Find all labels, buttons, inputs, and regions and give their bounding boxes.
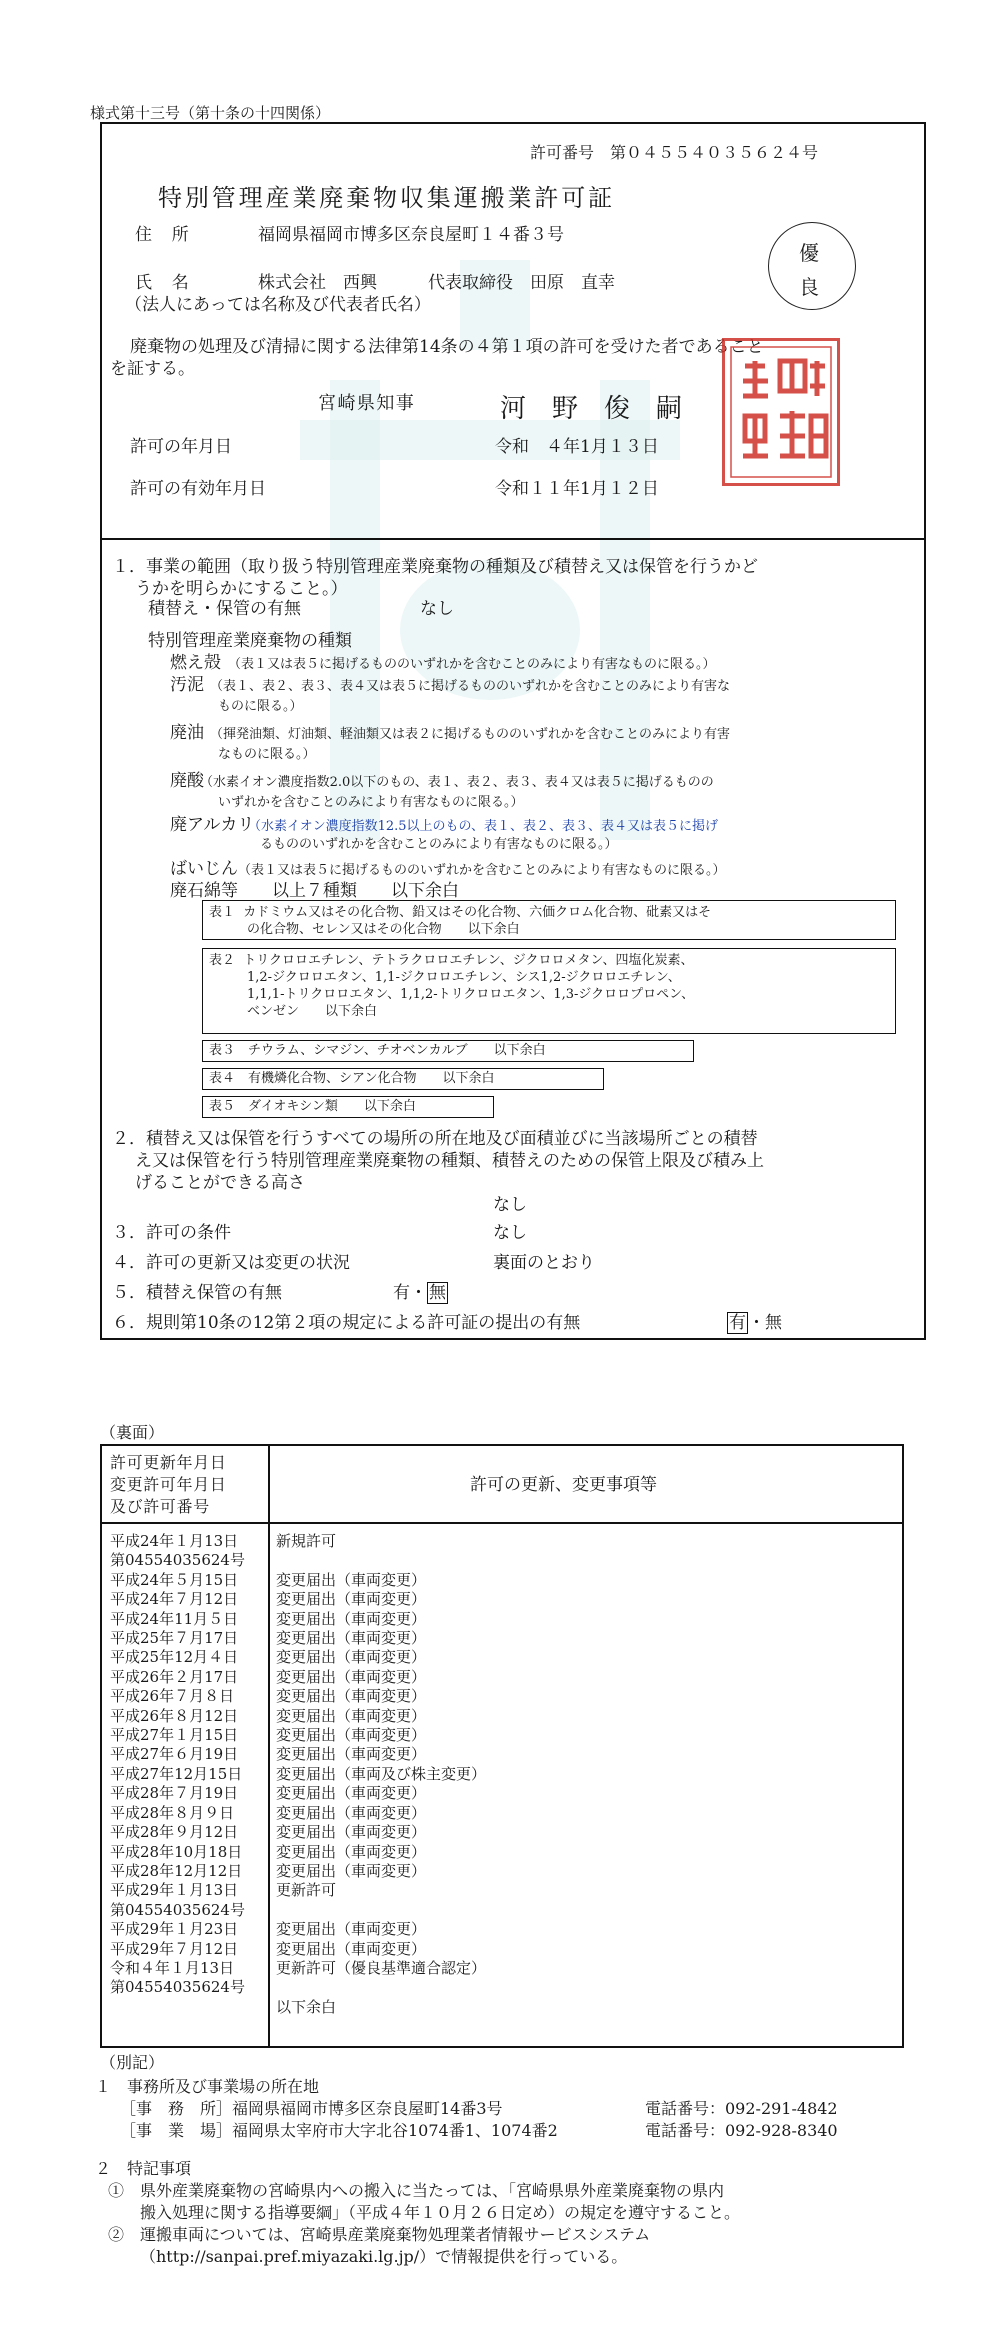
table2-line: 1,1,1-トリクロロエタン、1,1,2-トリクロロエタン、1,3-ジクロロプロペン、 — [247, 987, 695, 1002]
note1-line2: 搬入処理に関する指導要綱」（平成４年１０月２６日定め）の規定を遵守すること。 — [140, 2203, 741, 2222]
table2-line: ベンゼン 以下余白 — [247, 1004, 378, 1019]
table1-line1: カドミウム又はその化合物、鉛又はその化合物、六価クロム化合物、砒素又はそ — [243, 905, 712, 920]
s6-value — [727, 1312, 782, 1334]
s1-heading-2: うかを明らかにすること。） — [135, 579, 348, 599]
table3-box: 表３ チウラム、シマジン、チオベンカルブ 以下余白 — [202, 1040, 694, 1062]
asbestos-line: 廃石綿等 以上７種類 以下余白 — [170, 881, 459, 901]
annex-2-title: ２ 特記事項 — [95, 2159, 192, 2178]
name-label: 氏 名 — [135, 273, 191, 293]
waste-desc: （水素イオン濃度指数12.5以上のもの、表１、表２、表３、表４又は表５に掲げ — [248, 819, 719, 834]
note1-line1: ① 県外産業廃棄物の宮崎県内への搬入に当たっては、「宮崎県県外産業廃棄物の県内 — [108, 2181, 725, 2200]
waste-name: 廃油 — [170, 723, 204, 743]
waste-name: 燃え殻 — [170, 653, 221, 673]
s6-yes-circled: 有 — [729, 1313, 746, 1333]
name-value: 株式会社 西興 代表取締役 田原 直幸 — [258, 273, 615, 293]
s1-transfer-label: 積替え・保管の有無 — [148, 599, 301, 619]
waste-desc-cont: なものに限る。） — [218, 747, 316, 762]
waste-desc-cont: いずれかを含むことのみにより有害なものに限る。） — [218, 795, 524, 810]
header-line: 許可更新年月日 — [110, 1453, 227, 1472]
date-value: 令和 ４年1月１３日 — [495, 437, 659, 457]
s1-transfer-value: なし — [420, 599, 454, 619]
waste-desc: （揮発油類、灯油類、軽油類又は表２に掲げるもののいずれかを含むことのみにより有害 — [210, 727, 731, 742]
history-col-divider — [268, 1444, 270, 2048]
waste-desc-cont: ものに限る。） — [218, 699, 303, 714]
note2-line2: （http://sanpai.pref.miyazaki.lg.jp/）で情報提供を行っている。 — [140, 2247, 628, 2266]
official-seal — [722, 338, 840, 486]
s4-label: ４．許可の更新又は変更の状況 — [112, 1253, 350, 1273]
table1-label: 表１ — [209, 905, 236, 920]
certify-text-2: を証する。 — [110, 359, 195, 379]
governor-title: 宮崎県知事 — [318, 393, 416, 414]
s5-label: ５．積替え保管の有無 — [112, 1283, 282, 1303]
validity-value: 令和１１年1月１２日 — [495, 479, 659, 499]
waste-name: 廃アルカリ — [170, 815, 255, 835]
s6-no: ・無 — [748, 1313, 782, 1333]
waste-desc: （表１又は表５に掲げるもののいずれかを含むことのみにより有害なものに限る。） — [238, 863, 726, 878]
s5-value — [393, 1282, 448, 1304]
table2-line: トリクロロエチレン、テトラクロロエチレン、ジクロロメタン、四塩化炭素、 — [243, 953, 694, 968]
history-header-col2: 許可の更新、変更事項等 — [470, 1475, 657, 1495]
table1-line2: の化合物、セレン又はその化合物 以下余白 — [247, 922, 520, 937]
s3-value: なし — [493, 1223, 527, 1243]
waste-name: 汚泥 — [170, 675, 204, 695]
annex-label: （別記） — [100, 2053, 165, 2072]
annex-1-title: １ 事務所及び事業場の所在地 — [95, 2077, 320, 2096]
certificate-title: 特別管理産業廃棄物収集運搬業許可証 — [158, 184, 615, 212]
waste-desc: （表１、表２、表３、表４又は表５に掲げるもののいずれかを含むことのみにより有害な — [210, 679, 731, 694]
annex-site: ［事 業 場］福岡県太宰府市大字北谷1074番1、1074番2 — [120, 2121, 558, 2140]
waste-desc: （表１又は表５に掲げるもののいずれかを含むことのみにより有害なものに限る。） — [228, 657, 716, 672]
section-divider — [100, 538, 926, 540]
s5-no-circled: 無 — [429, 1283, 446, 1303]
history-dates: 平成24年１月13日 第04554035624号 平成24年５月15日 平成24年７月12日 平成24年11月５日 平成25年７月17日 平成25年12月４日 平成26年２月17日 平成26年７月８日 平成26年８月12日 平成27年１月15日 平成27年６月19日 平成27年12月15日 平成28年７月19日 平成28年８月９日 平成28年９月12日 平成28年10月18日 平成28年12月12日 平成29年１月13日 第04554035624号 平成29年１月23日 平成29年７月12日 令和４年１月13日 第04554035624号 — [110, 1532, 245, 1997]
waste-desc: （水素イオン濃度指数2.0以下のもの、表１、表２、表３、表４又は表５に掲げるものの — [200, 775, 714, 790]
waste-name: 廃酸 — [170, 771, 204, 791]
s1-heading-1: １．事業の範囲（取り扱う特別管理産業廃棄物の種類及び積替え又は保管を行うかど — [112, 557, 758, 577]
history-header-col1 — [110, 1452, 226, 1518]
date-label: 許可の年月日 — [130, 437, 232, 457]
permit-number: 許可番号 第０４５５４０３５６２４号 — [530, 143, 819, 162]
table2-box — [202, 948, 896, 1034]
table1-box — [202, 900, 896, 940]
note2-line1: ② 運搬車両については、宮崎県産業廃棄物処理業者情報サービスシステム — [108, 2225, 651, 2244]
back-label: （裏面） — [100, 1423, 165, 1442]
s2-line1: ２．積替え又は保管を行うすべての場所の所在地及び面積並びに当該場所ごとの積替 — [112, 1129, 758, 1149]
table2-label: 表２ — [209, 953, 236, 968]
address-label: 住 所 — [135, 225, 191, 245]
s6-label: ６．規則第10条の12第２項の規定による許可証の提出の有無 — [112, 1313, 581, 1333]
s3-label: ３．許可の条件 — [112, 1223, 231, 1243]
annex-office: ［事 務 所］福岡県福岡市博多区奈良屋町14番3号 — [120, 2099, 503, 2118]
validity-label: 許可の有効年月日 — [130, 479, 266, 499]
governor-name: 河 野 俊 嗣 — [500, 394, 683, 424]
annex-site-tel: 電話番号：092-928-8340 — [645, 2121, 838, 2140]
s1-types-label: 特別管理産業廃棄物の種類 — [148, 631, 352, 651]
excellent-mark — [768, 222, 856, 310]
header-line: 変更許可年月日 — [110, 1475, 227, 1494]
table4-box: 表４ 有機燐化合物、シアン化合物 以下余白 — [202, 1068, 604, 1090]
table5-box: 表５ ダイオキシン類 以下余白 — [202, 1096, 494, 1118]
header-line: 及び許可番号 — [110, 1497, 210, 1516]
excellent-mark-bottom: 良 — [799, 275, 819, 299]
s2-line3: げることができる高さ — [135, 1173, 305, 1193]
history-items: 新規許可 変更届出（車両変更） 変更届出（車両変更） 変更届出（車両変更） 変更届出（車両変更） 変更届出（車両変更） 変更届出（車両変更） 変更届出（車両変更） 変更届出（車両変更） 変更届出（車両変更） 変更届出（車両変更） 変更届出（車両及び株主変更） 変更届出（車両変更） 変更届出（車両変更） 変更届出（車両変更） 変更届出（車両変更） 変更届出（車両変更） 更新許可 変更届出（車両変更） 変更届出（車両変更） 更新許可（優良基準適合認定） 以下余白 — [276, 1532, 487, 2016]
s5-yes: 有・ — [393, 1283, 427, 1303]
s2-line2: え又は保管を行う特別管理産業廃棄物の種類、積替えのための保管上限及び積み上 — [135, 1151, 764, 1171]
address-value: 福岡県福岡市博多区奈良屋町１４番３号 — [258, 225, 564, 245]
history-header-divider — [100, 1522, 904, 1524]
waste-name: ばいじん — [170, 859, 238, 879]
s2-value: なし — [493, 1195, 527, 1215]
table2-line: 1,2-ジクロロエタン、1,1-ジクロロエチレン、シス1,2-ジクロロエチレン、 — [247, 970, 681, 985]
annex-office-tel: 電話番号：092-291-4842 — [645, 2099, 838, 2118]
form-code: 様式第十三号（第十条の十四関係） — [90, 104, 331, 122]
name-note: （法人にあっては名称及び代表者氏名） — [125, 295, 431, 315]
s4-value: 裏面のとおり — [493, 1253, 595, 1273]
excellent-mark-top: 優 — [799, 241, 819, 265]
certify-text-1: 廃棄物の処理及び清掃に関する法律第14条の４第１項の許可を受けた者であること — [130, 337, 764, 357]
waste-desc-cont: るもののいずれかを含むことのみにより有害なものに限る。） — [260, 837, 618, 852]
